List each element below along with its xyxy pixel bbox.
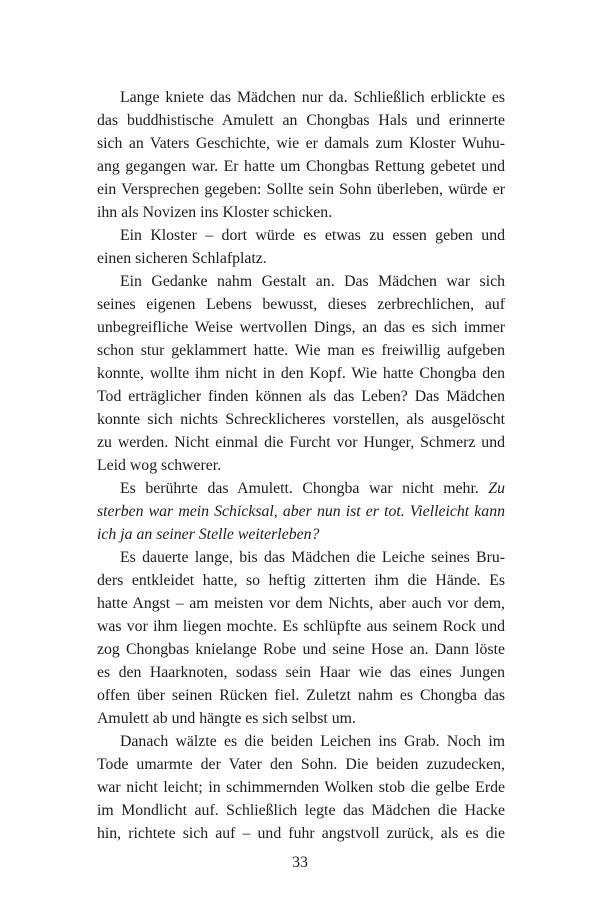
text-line: Ein Gedanke nahm Gestalt an. Das Mädchen war sich xyxy=(120,273,505,290)
text-line: seines eigenen Lebens bewusst, dieses zerbrechlichen, auf xyxy=(97,296,505,313)
paragraph xyxy=(97,224,505,270)
text-line: Lange kniete das Mädchen nur da. Schließlich erblickte es xyxy=(120,89,505,106)
text-line: zog Chongbas knielange Robe und seine Hose an. Dann löste xyxy=(97,641,505,658)
text-line: Ein Kloster – dort würde es etwas zu essen geben und xyxy=(120,227,505,244)
text-line: konnte sich nichts Schrecklicheres vorstellen, als ausgelöscht xyxy=(97,411,505,428)
text-line: ang gegangen war. Er hatte um Chongbas Rettung gebetet und xyxy=(97,158,505,175)
text-line: sich an Vaters Geschichte, wie er damals zum Kloster Wuhu- xyxy=(97,135,505,152)
page-number: 33 xyxy=(292,854,308,871)
text-line: ders entkleidet hatte, so heftig zitterten ihm die Hände. Es xyxy=(97,572,505,589)
text-line-italic: sterben war mein Schicksal, aber nun ist er tot. Vielleicht kann xyxy=(97,503,505,520)
text-italic: Zu xyxy=(488,480,505,497)
text-line: Danach wälzte es die beiden Leichen ins Grab. Noch im xyxy=(120,733,505,750)
text-line: Leid wog schwerer. xyxy=(97,457,222,474)
text-line: offen über seinen Rücken fiel. Zuletzt nahm es Chongba das xyxy=(97,687,505,704)
body-text xyxy=(97,86,505,845)
text-line: schon stur geklammert hatte. Wie man es freiwillig aufgeben xyxy=(97,342,505,359)
text-roman: Es berührte das Amulett. Chongba war nicht mehr. xyxy=(120,480,479,497)
paragraph xyxy=(97,730,505,845)
paragraph xyxy=(97,86,505,224)
text-line: Es dauerte lange, bis das Mädchen die Leiche seines Bru- xyxy=(120,549,505,566)
text-line-italic: ich ja an seiner Stelle weiterleben? xyxy=(97,526,320,543)
text-line xyxy=(97,477,505,500)
text-line: zu werden. Nicht einmal die Furcht vor Hunger, Schmerz und xyxy=(97,434,505,451)
text-line: es den Haarknoten, sodass sein Haar wie das eines Jungen xyxy=(97,664,505,681)
text-line: das buddhistische Amulett an Chongbas Hals und erinnerte xyxy=(97,112,505,129)
text-line: ein Versprechen gegeben: Sollte sein Sohn überleben, würde er xyxy=(97,181,505,198)
paragraph xyxy=(97,477,505,546)
paragraph xyxy=(97,270,505,477)
text-line: unbegreifliche Weise wertvollen Dings, an das es sich immer xyxy=(97,319,505,336)
text-line: Tode umarmte der Vater den Sohn. Die beiden zuzudecken, xyxy=(97,756,505,773)
paragraph xyxy=(97,546,505,730)
text-line: einen sicheren Schlafplatz. xyxy=(97,250,267,267)
text-line: Amulett ab und hängte es sich selbst um. xyxy=(97,710,356,727)
text-line: konnte, wollte ihm nicht in den Kopf. Wie hatte Chongba den xyxy=(97,365,505,382)
text-line: was vor ihm liegen mochte. Es schlüpfte aus seinem Rock und xyxy=(97,618,505,635)
text-line: hatte Angst – am meisten vor dem Nichts, aber auch vor dem, xyxy=(97,595,505,612)
text-line: im Mondlicht auf. Schließlich legte das Mädchen die Hacke xyxy=(97,802,505,819)
text-line: war nicht leicht; in schimmernden Wolken stob die gelbe Erde xyxy=(97,779,505,796)
text-line: hin, richtete sich auf – und fuhr angstvoll zurück, als es die xyxy=(97,825,505,842)
text-line: ihn als Novizen ins Kloster schicken. xyxy=(97,204,333,221)
text-line: Tod erträglicher finden können als das Leben? Das Mädchen xyxy=(97,388,505,405)
